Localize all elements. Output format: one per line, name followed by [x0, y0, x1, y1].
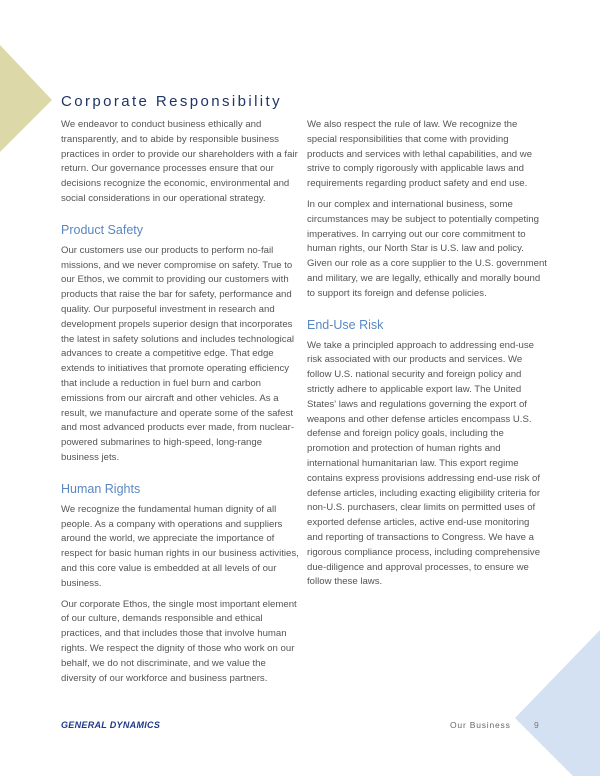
general-dynamics-logo: GENERAL DYNAMICS: [61, 720, 161, 730]
page-title: Corporate Responsibility: [61, 93, 283, 110]
intro-paragraph: We endeavor to conduct business ethically and transparently, and to abide by responsible business practices in order to provide our shareholders with a fair return. Our governance processes ensure that our decisions recognize the economic, environmental and social considerations in our operational strategy.: [61, 119, 298, 204]
complex-business-paragraph: In our complex and international business, some circumstances may be subject to potentially competing imperatives. In carrying out our core commitment to human rights, our North Star is U.S. law and policy. Given our role as a core supplier to the U.S. government and military, we are legally, ethically and morally bound to support its foreign and defense policies.: [307, 198, 547, 299]
end-use-risk-heading: End-Use Risk: [307, 317, 384, 332]
page-number: 9: [534, 720, 539, 730]
right-column: [307, 118, 547, 596]
product-safety-heading: Product Safety: [61, 222, 143, 237]
bottom-right-triangle: [515, 630, 600, 776]
top-left-triangle: [0, 45, 52, 152]
end-use-risk-paragraph: We take a principled approach to addressing end-use risk associated with our products and services. We follow U.S. national security and foreign policy and strictly adhere to applicable export law. The United States' laws and regulations governing the export of weapons and other defense articles encompass U.S. defense and foreign policy goals, including the promotion and protection of human rights and international humanitarian law. This export regime contains express provisions addressing end-use risk of defense articles, including exacting eligibility criteria for non-U.S. purchasers, clear limits on permitted uses of exported defense articles, active end-use monitoring and reporting of transactions to Congress. We have a rigorous compliance process, including comprehensive due-diligence and approval processes, to ensure we follow these laws.: [307, 339, 541, 588]
rule-of-law-paragraph: We also respect the rule of law. We recognize the special responsibilities that come with providing products and services with lethal capabilities, and we strive to comply rigorously with applicable laws and requirements regarding product safety and end use.: [307, 119, 533, 190]
human-rights-paragraph: We recognize the fundamental human dignity of all people. As a company with operations and suppliers around the world, we appreciate the importance of respect for basic human rights in our business activities, and this core value is embedded at all levels of our business.: [61, 503, 299, 589]
human-rights-heading: Human Rights: [61, 481, 141, 496]
product-safety-paragraph: Our customers use our products to perform no-fail missions, and we never compromise on safety. True to our Ethos, we commit to providing our customers with products that raise the bar for safety, performance and quality. Our purposeful investment in research and development propels superior design that incorporates the latest in safety solutions and includes technological advances to create a competitive edge. That edge extends to initiatives that promote operating efficiency that include a reduction in fuel burn and carbon emissions from our aircraft and other vehicles. As a result, we manufacture and operate some of the safest and most advanced products ever made, from nuclear-powered submarines to high-speed, long-range business jets.: [61, 244, 295, 463]
left-column: [61, 118, 301, 692]
section-label: Our Business: [450, 720, 511, 730]
ethos-paragraph: Our corporate Ethos, the single most important element of our culture, demands responsible and ethical practices, and that includes those that involve human rights. We respect the dignity of those who work on our behalf, we do not discriminate, and we value the diversity of our workforce and business partners.: [61, 598, 297, 684]
